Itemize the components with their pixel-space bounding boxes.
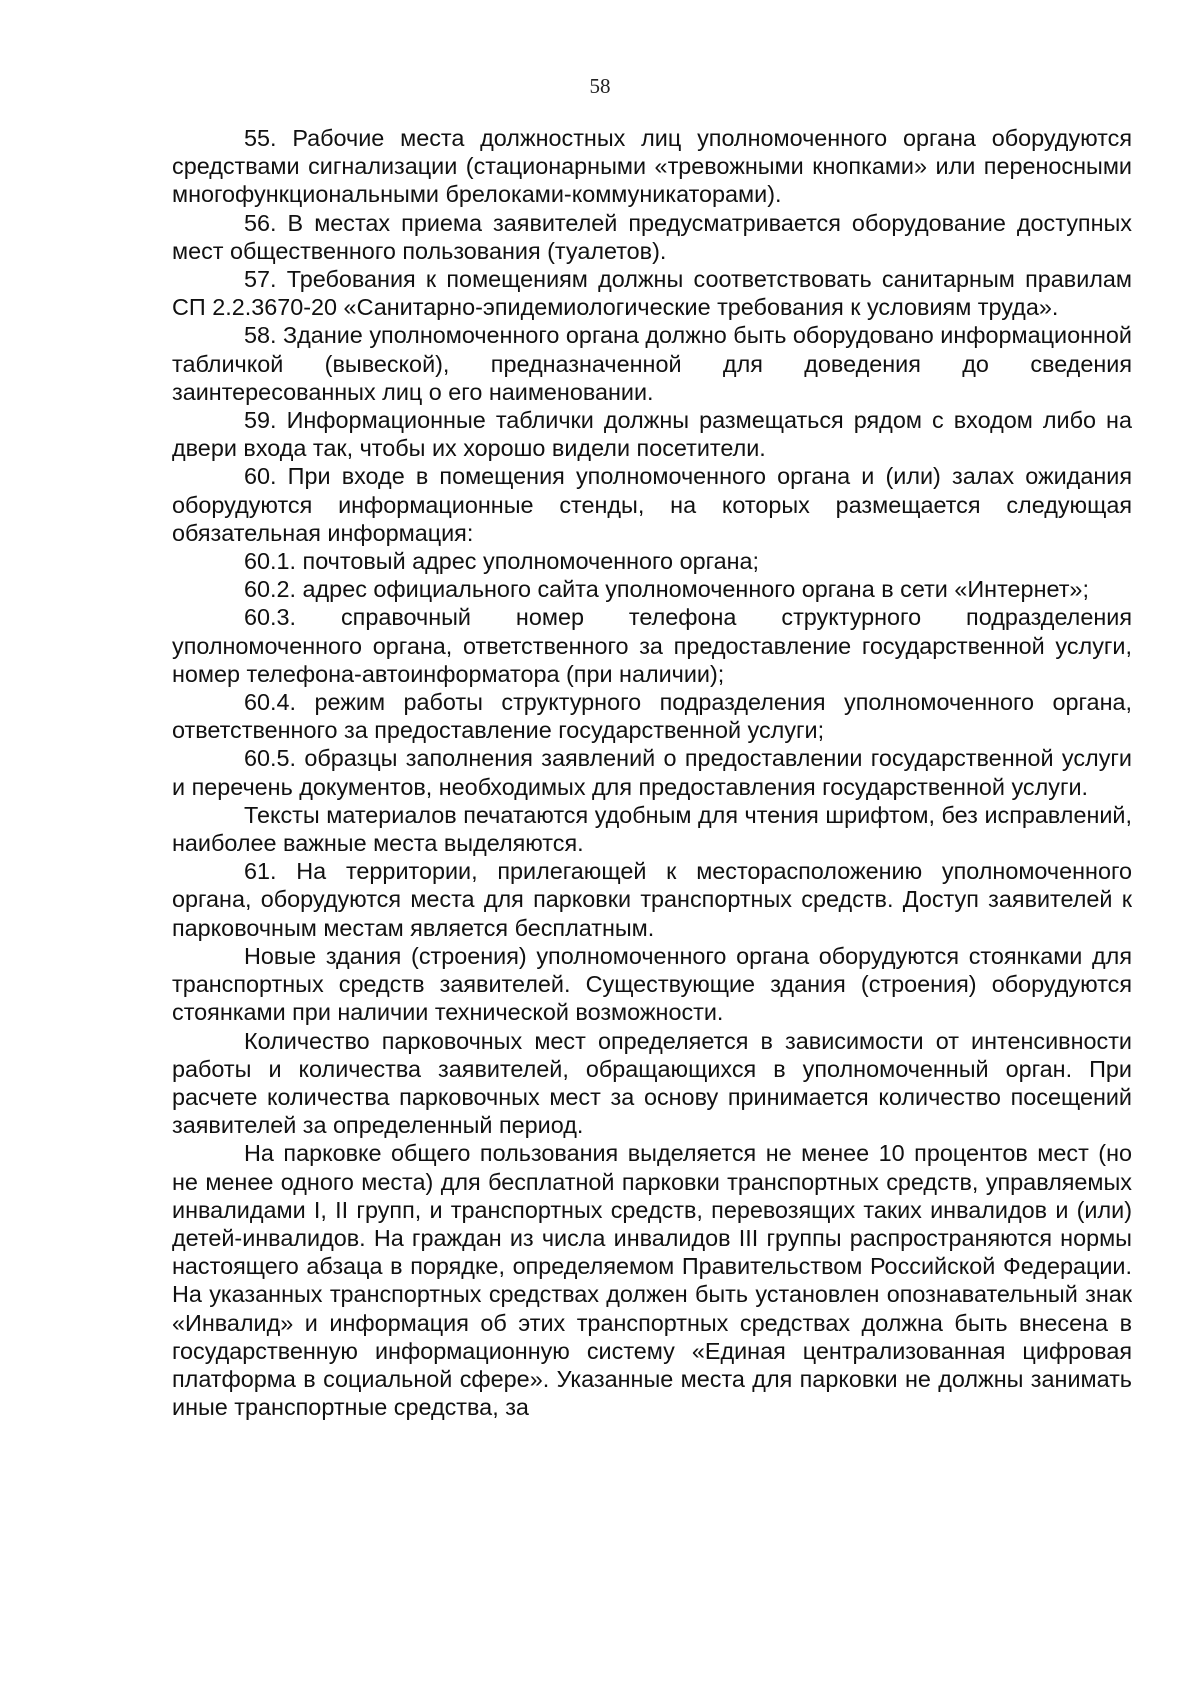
paragraph-61: 61. На территории, прилегающей к месторасположению уполномоченного органа, оборудуются места для парковки транспортных средств. Доступ заявителей к парковочным местам является бесплатным.: [172, 858, 1132, 941]
paragraph-60-3: 60.3. справочный номер телефона структурного подразделения уполномоченного органа, ответственного за предоставление государственной услуги, номер телефона-автоинформатора (при наличии);: [172, 604, 1132, 687]
paragraph-55: 55. Рабочие места должностных лиц уполномоченного органа оборудуются средствами сигнализации (стационарными «тревожными кнопками» или переносными многофункциональными брелоками-коммуникаторами).: [172, 125, 1132, 208]
paragraph-56: 56. В местах приема заявителей предусматривается оборудование доступных мест общественного пользования (туалетов).: [172, 209, 1132, 264]
paragraph-60-1: 60.1. почтовый адрес уполномоченного органа;: [244, 548, 760, 575]
paragraph-60-4: 60.4. режим работы структурного подразделения уполномоченного органа, ответственного за предоставление государственной услуги;: [172, 689, 1132, 744]
paragraph-parking-count: Количество парковочных мест определяется в зависимости от интенсивности работы и количества заявителей, обращающихся в уполномоченный орган. При расчете количества парковочных мест за основу принимается количество посещений заявителей за определенный период.: [172, 1027, 1132, 1139]
paragraph-materials-note: Тексты материалов печатаются удобным для чтения шрифтом, без исправлений, наиболее важные места выделяются.: [172, 801, 1132, 857]
paragraph-disabled-parking: На парковке общего пользования выделяется не менее 10 процентов мест (но не менее одного места) для бесплатной парковки транспортных средств, управляемых инвалидами I, II групп, и транспортных средств, перевозящих таких инвалидов и (или) детей-инвалидов. На граждан из числа инвалидов III группы распространяются нормы настоящего абзаца в порядке, определяемом Правительством Российской Федерации. На указанных транспортных средствах должен быть установлен опознавательный знак «Инвалид» и информация об этих транспортных средствах должна быть внесена в государственную информационную систему «Единая централизованная цифровая платформа в социальной сфере». Указанные места для парковки не должны занимать иные транспортные средства, за: [172, 1140, 1132, 1421]
paragraph-59: 59. Информационные таблички должны размещаться рядом с входом либо на двери входа так, чтобы их хорошо видели посетители.: [172, 407, 1132, 462]
paragraph-57: 57. Требования к помещениям должны соответствовать санитарным правилам СП 2.2.3670-20 «Санитарно-эпидемиологические требования к условиям труда».: [172, 266, 1132, 321]
page-number: 58: [589, 74, 611, 98]
paragraph-new-buildings: Новые здания (строения) уполномоченного органа оборудуются стоянками для транспортных средств заявителей. Существующие здания (строения) оборудуются стоянками при наличии технической возможности.: [172, 942, 1132, 1026]
paragraph-60-5: 60.5. образцы заполнения заявлений о предоставлении государственной услуги и перечень документов, необходимых для предоставления государственной услуги.: [172, 745, 1132, 800]
paragraph-58: 58. Здание уполномоченного органа должно быть оборудовано информационной табличкой (вывеской), предназначенной для доведения до сведения заинтересованных лиц о его наименовании.: [172, 322, 1132, 405]
paragraph-60-2: 60.2. адрес официального сайта уполномоченного органа в сети «Интернет»;: [244, 576, 1089, 603]
document-body: [172, 124, 1132, 1421]
paragraph-60: 60. При входе в помещения уполномоченного органа и (или) залах ожидания оборудуются информационные стенды, на которых размещается следующая обязательная информация:: [172, 463, 1132, 546]
